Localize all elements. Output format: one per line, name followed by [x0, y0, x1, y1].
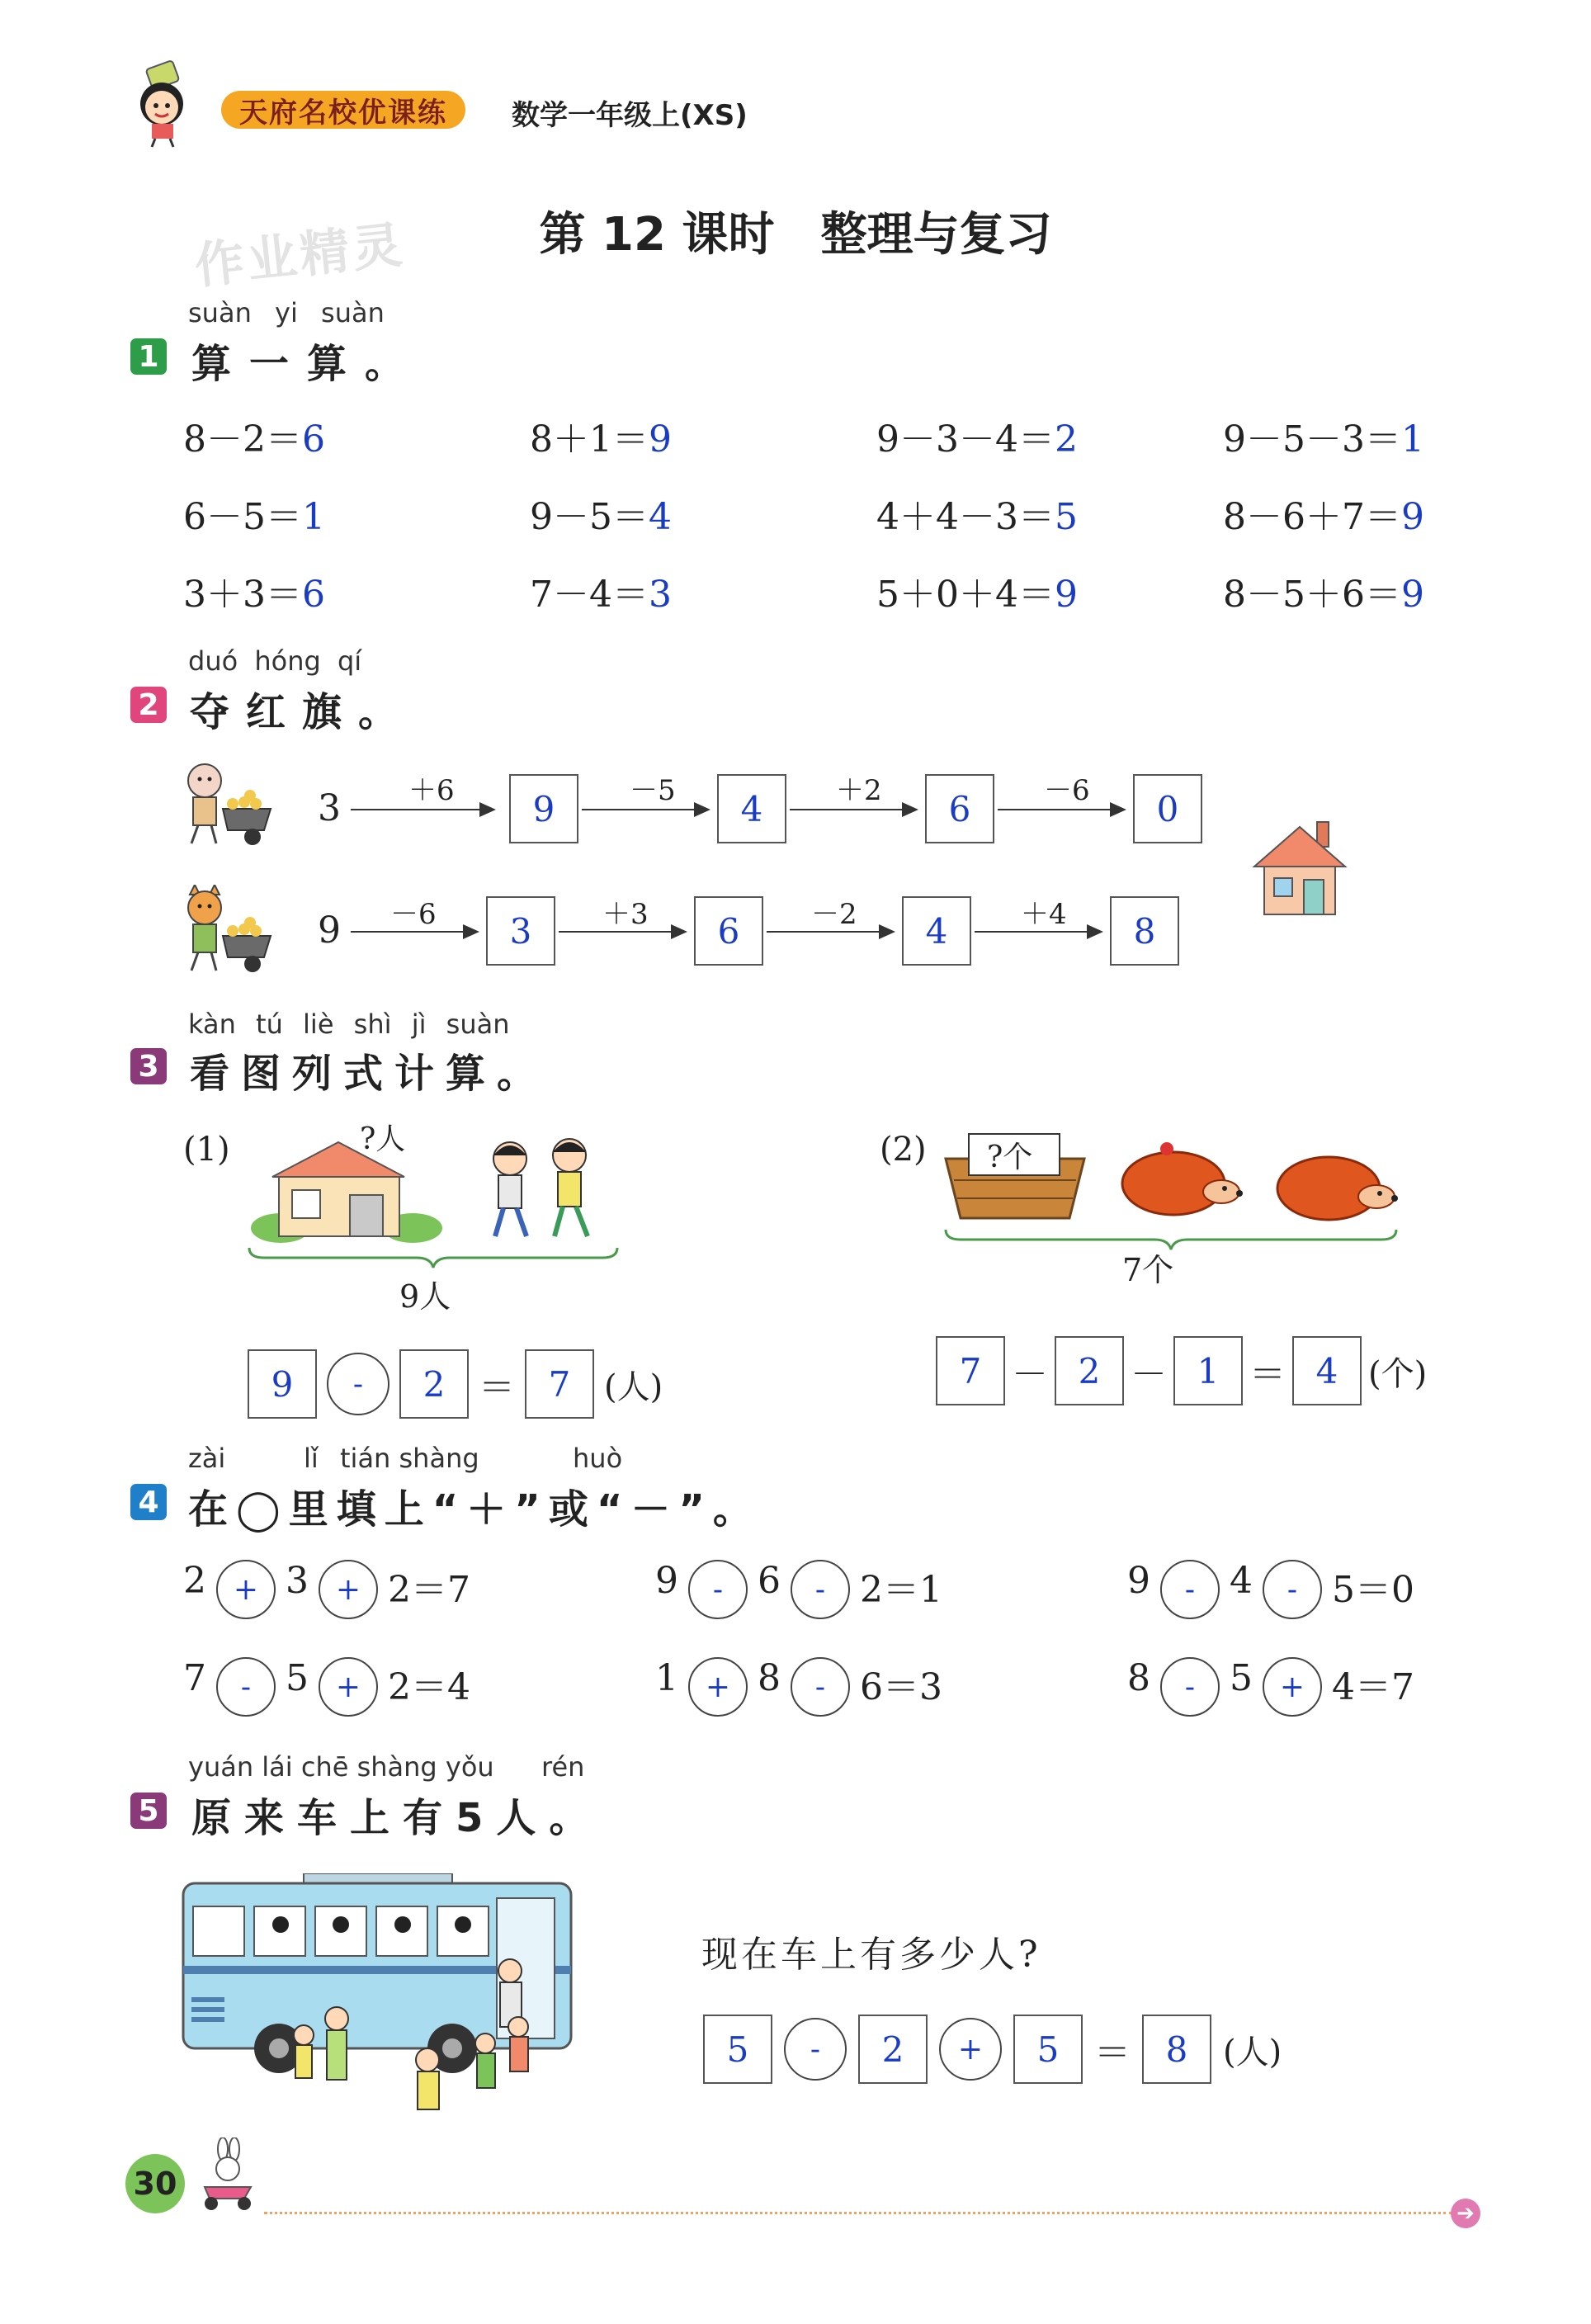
q3-answer-box[interactable]: 4: [1292, 1336, 1362, 1405]
q3-answer-box[interactable]: 7: [936, 1336, 1005, 1405]
q1-answer[interactable]: 3: [649, 574, 672, 616]
q1-item: 8－5＋6＝9: [1223, 574, 1424, 616]
q3-part2-label: (2): [880, 1131, 927, 1169]
q1-item: 8＋1＝9: [530, 418, 672, 461]
q4-pinyin-1: zài: [188, 1443, 226, 1474]
q2-start-number: 3: [318, 787, 341, 829]
series-name: 天府名校优课练: [239, 96, 447, 130]
rabbit-scooter-icon: [190, 2137, 264, 2212]
q4-grid: [183, 1560, 1487, 1741]
q2-arrow: [998, 809, 1113, 810]
q4-item: 9 - 6 - 2＝1: [655, 1560, 1127, 1657]
q2-answer-box[interactable]: 3: [486, 896, 555, 966]
q1-answer[interactable]: 6: [302, 574, 325, 616]
q5-question: 现在车上有多少人?: [701, 1934, 1041, 1976]
q1-answer[interactable]: 4: [649, 496, 672, 538]
q4-pinyin-4: huò: [573, 1443, 623, 1474]
house-with-kids-icon: [248, 1131, 619, 1246]
q2-answer-box[interactable]: 4: [902, 896, 971, 966]
q4-item: 8 - 5 + 4＝7: [1127, 1657, 1591, 1755]
q2-answer-box[interactable]: 8: [1110, 896, 1179, 966]
q5-pinyin-2: rén: [541, 1751, 585, 1783]
q1-item: 8－6＋7＝9: [1223, 496, 1424, 538]
q3-title: 看图列式计算。: [190, 1051, 549, 1097]
q4-operator-circle[interactable]: +: [319, 1657, 378, 1717]
q4-operator-circle[interactable]: +: [688, 1657, 748, 1717]
q3-part1-equation: [248, 1347, 663, 1421]
q4-number: 4: [130, 1484, 167, 1520]
q3-number: 3: [130, 1048, 167, 1084]
q1-item: 7－4＝3: [530, 574, 672, 616]
q3-part2-total: 7个: [1122, 1252, 1174, 1288]
next-arrow-icon[interactable]: ➔: [1451, 2199, 1480, 2228]
q4-operator-circle[interactable]: -: [791, 1560, 850, 1619]
q5-answer-box[interactable]: 2: [858, 2015, 928, 2084]
q2-arrow-head: [694, 802, 711, 817]
q2-row: [318, 891, 1225, 974]
hedgehog-icon: [1116, 1137, 1248, 1220]
q4-operator-circle[interactable]: -: [688, 1560, 748, 1619]
q3-pinyin: kàn tú liè shì jì suàn: [188, 1008, 510, 1040]
q2-op-label: －6: [390, 898, 437, 931]
q1-item: 8－2＝6: [183, 418, 325, 461]
lesson-title: 第 12 课时 整理与复习: [539, 208, 1052, 262]
q1-pinyin: suàn yi suàn: [188, 297, 385, 328]
q1-answer[interactable]: 9: [649, 418, 672, 461]
q3-part1-question: ?人: [360, 1122, 406, 1156]
q1-title: 算一算。: [191, 341, 423, 387]
q4-item: 1 + 8 - 6＝3: [655, 1657, 1127, 1755]
house-icon: [1246, 815, 1353, 923]
bus-icon: [180, 1873, 576, 2129]
q5-number: 5: [130, 1793, 167, 1829]
q2-arrow-head: [1110, 802, 1126, 817]
q1-number: 1: [130, 338, 167, 375]
q3-part1-label: (1): [183, 1131, 230, 1169]
q1-item: 9－5－3＝1: [1223, 418, 1424, 461]
q2-op-label: ＋2: [836, 774, 882, 807]
q1-answer[interactable]: 2: [1054, 418, 1078, 461]
q1-item: 9－3－4＝2: [876, 418, 1078, 461]
q4-operator-circle[interactable]: +: [319, 1560, 378, 1619]
footer-dotted-line: [264, 2212, 1452, 2214]
q5-answer-box[interactable]: 8: [1142, 2015, 1211, 2084]
q4-pinyin-2: lǐ: [304, 1443, 319, 1474]
q1-answer[interactable]: 9: [1054, 574, 1078, 616]
q2-op-label: －5: [630, 774, 676, 807]
q2-answer-box[interactable]: 0: [1133, 774, 1202, 843]
q4-operator-circle[interactable]: +: [216, 1560, 276, 1619]
q2-arrow: [351, 809, 483, 810]
q2-arrow-head: [1087, 924, 1103, 939]
q2-op-label: ＋6: [408, 774, 455, 807]
header: [124, 58, 784, 149]
q2-arrow: [559, 931, 674, 933]
q3-part1-total: 9人: [399, 1278, 451, 1315]
q3-answer-box[interactable]: 9: [248, 1349, 317, 1419]
q3-operator-circle[interactable]: -: [327, 1353, 389, 1415]
book-title: 数学一年级上(XS): [512, 99, 748, 132]
q5-operator-circle[interactable]: +: [939, 2018, 1002, 2081]
q1-item: 3＋3＝6: [183, 574, 325, 616]
q3-answer-box[interactable]: 2: [399, 1349, 469, 1419]
q1-answer[interactable]: 1: [1400, 418, 1424, 461]
q5-equals: ＝: [1094, 2032, 1131, 2074]
q4-operator-circle[interactable]: -: [1263, 1560, 1322, 1619]
q2-op-label: －6: [1044, 774, 1090, 807]
q2-arrow-head: [463, 924, 479, 939]
q4-operator-circle[interactable]: +: [1263, 1657, 1322, 1717]
q4-item: 2 + 3 + 2＝7: [183, 1560, 655, 1657]
q2-arrow-head: [879, 924, 895, 939]
q2-title: 夺红旗。: [190, 689, 415, 735]
q3-operator: －: [1012, 1353, 1048, 1396]
q2-pinyin: duó hóng qí: [188, 645, 362, 677]
q1-grid: [183, 409, 1471, 624]
q1-item: 4＋4－3＝5: [876, 496, 1078, 538]
q1-item: 5＋0＋4＝9: [876, 574, 1078, 616]
total-brace: [248, 1245, 619, 1269]
q3-answer-box[interactable]: 1: [1173, 1336, 1243, 1405]
q2-op-label: ＋4: [1021, 898, 1067, 931]
q2-arrow: [582, 809, 697, 810]
q3-equals: ＝: [479, 1367, 515, 1409]
q3-equals: ＝: [1249, 1353, 1286, 1396]
q3-answer-box[interactable]: 2: [1055, 1336, 1124, 1405]
q5-title: 原来车上有5人。: [191, 1795, 602, 1841]
q2-op-label: ＋3: [602, 898, 649, 931]
q2-answer-box[interactable]: 9: [509, 774, 578, 843]
q4-operator-circle[interactable]: -: [1160, 1560, 1220, 1619]
watermark: 作业精灵: [191, 215, 408, 296]
q2-answer-box[interactable]: 6: [694, 896, 763, 966]
q3-unit: (人): [604, 1367, 663, 1406]
series-badge: [221, 91, 465, 129]
q1-answer[interactable]: 6: [302, 418, 325, 461]
q4-title: 在◯里填上“＋”或“－”。: [188, 1486, 761, 1533]
q4-operator-circle[interactable]: -: [216, 1657, 276, 1717]
q2-start-number: 9: [318, 909, 341, 952]
q1-answer[interactable]: 9: [1400, 574, 1424, 616]
q2-arrow-head: [902, 802, 918, 817]
q1-answer[interactable]: 9: [1400, 496, 1424, 538]
q2-arrow-head: [479, 802, 496, 817]
cat-cart-icon: [173, 885, 281, 975]
q5-pinyin-1: yuán lái chē shàng yǒu: [188, 1751, 494, 1783]
q5-operator-circle[interactable]: -: [784, 2018, 847, 2081]
q5-answer-box[interactable]: 5: [703, 2015, 772, 2084]
q2-arrow: [975, 931, 1090, 933]
q2-number: 2: [130, 687, 167, 723]
q2-answer-box[interactable]: 6: [925, 774, 994, 843]
q2-arrow: [790, 809, 905, 810]
q3-part2-equation: [936, 1334, 1427, 1408]
q5-unit: (人): [1223, 2033, 1282, 2071]
q5-equation: [703, 2012, 1282, 2086]
q3-unit: (个): [1368, 1354, 1428, 1393]
q2-answer-box[interactable]: 4: [717, 774, 786, 843]
q3-answer-box[interactable]: 7: [525, 1349, 594, 1419]
q1-item: 6－5＝1: [183, 496, 325, 538]
q1-answer[interactable]: 5: [1054, 496, 1078, 538]
q1-item: 9－5＝4: [530, 496, 672, 538]
q2-op-label: －2: [811, 898, 857, 931]
page-number-badge: [125, 2154, 185, 2213]
pig-cart-icon: [173, 758, 281, 848]
q3-operator: －: [1131, 1353, 1167, 1396]
q2-arrow: [767, 931, 882, 933]
q4-pinyin-3: tián shàng: [340, 1443, 479, 1474]
hedgehog-icon: [1271, 1142, 1403, 1225]
q2-row: [318, 768, 1225, 850]
q4-item: 7 - 5 + 2＝4: [183, 1657, 655, 1755]
q1-answer[interactable]: 1: [302, 496, 325, 538]
q2-arrow: [351, 931, 466, 933]
q4-operator-circle[interactable]: -: [791, 1657, 850, 1717]
mascot-girl-icon: [124, 58, 215, 149]
q5-answer-box[interactable]: 5: [1013, 2015, 1083, 2084]
q4-operator-circle[interactable]: -: [1160, 1657, 1220, 1717]
q2-arrow-head: [671, 924, 687, 939]
page-number: 30: [133, 2166, 177, 2202]
q3-part2-question: ?个: [987, 1141, 1033, 1174]
q4-item: 9 - 4 - 5＝0: [1127, 1560, 1591, 1657]
